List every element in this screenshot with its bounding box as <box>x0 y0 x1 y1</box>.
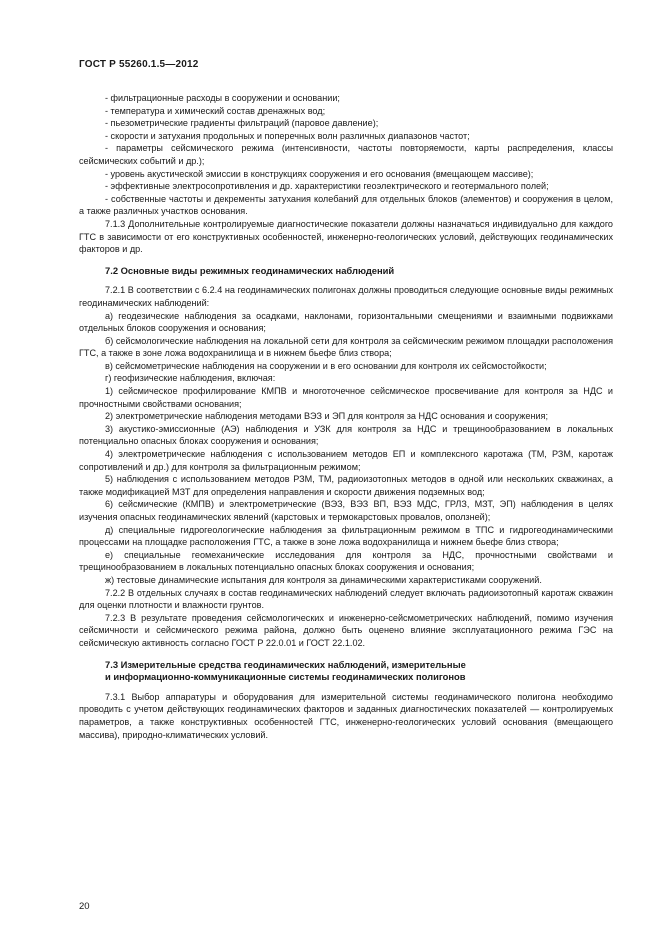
paragraph: 7.3.1 Выбор аппаратуры и оборудования для измерительной системы геодинамического полигона необходимо проводить с учетом действующих геодинамических факторов и заданных диагностических показателей — контролируемых параметров, а также конструктивных особенностей ГТС, инженерно-геологических условий основания (вмещающего массива), природно-климатических условий. <box>79 691 613 740</box>
list-item: г) геофизические наблюдения, включая: <box>105 373 276 384</box>
list-item: 6) сейсмические (КМПВ) и электрометрические (ВЭЗ, ВЭЗ ВП, ВЭЗ МДС, ГРЛЗ, МЗТ, ЭП) наблюдения в целях изучения опасных геодинамических явлений (карстовых и термокарстовых провалов, оползней); <box>79 499 613 522</box>
page-number: 20 <box>79 901 90 912</box>
list-item: е) специальные геомеханические исследования для контроля за НДС, прочностными свойствами и трещинообразованием в локальных потенциально опасных блоках сооружения и основания; <box>79 549 613 573</box>
page-content <box>79 92 613 741</box>
section-heading-7-2: 7.2 Основные виды режимных геодинамических наблюдений <box>105 264 395 276</box>
paragraph: 7.2.1 В соответствии с 6.2.4 на геодинамических полигонах должны проводиться следующие основные виды режимных геодинамических наблюдений: <box>79 285 613 308</box>
section-heading-7-3 <box>79 659 613 684</box>
list-item: - параметры сейсмического режима (интенсивности, частоты повторяемости, карты распределения, классы сейсмических событий и др.); <box>79 143 613 166</box>
list-item: 4) электрометрические наблюдения с использованием методов ЕП и комплексного каротажа (ТМ, РЗМ, каротаж сопротивлений и др.) для контроля за фильтрационным режимом; <box>79 449 613 472</box>
list-item: - пьезометрические градиенты фильтраций (паровое давление); <box>105 118 379 129</box>
list-item: б) сейсмологические наблюдения на локальной сети для контроля за сейсмическим режимом площадки расположения ГТС, а также в зоне ложа водохранилища и в нижнем бьефе близ створа; <box>79 335 613 359</box>
heading-line-1: 7.3 Измерительные средства геодинамических наблюдений, измерительные <box>105 658 466 670</box>
list-item: ж) тестовые динамические испытания для контроля за динамическими характеристиками сооружений. <box>105 574 542 585</box>
heading-line-2: и информационно-коммуникационные системы геодинамических полигонов <box>105 671 466 683</box>
list-item: - фильтрационные расходы в сооружении и основании; <box>105 93 340 103</box>
list-item: - эффективные электросопротивления и др. характеристики геоэлектрического и геотермального полей; <box>105 181 549 192</box>
list-item: - скорости и затухания продольных и поперечных волн различных диапазонов частот; <box>105 130 470 141</box>
list-item: 2) электрометрические наблюдения методами ВЭЗ и ЭП для контроля за НДС основания и сооружения; <box>105 411 548 422</box>
paragraph: 7.2.2 В отдельных случаях в состав геодинамических наблюдений следует включать радиоизотопный каротаж скважин для оценки плотности и влажности грунтов. <box>79 587 613 611</box>
standard-header: ГОСТ Р 55260.1.5—2012 <box>79 59 199 70</box>
list-item: а) геодезические наблюдения за осадками, наклонами, горизонтальными смещениями и взаимными подвижками отдельных блоков сооружения и основания; <box>79 310 613 334</box>
list-item: - температура и химический состав дренажных вод; <box>105 105 326 116</box>
list-item: в) сейсмометрические наблюдения на сооружении и в его основании для контроля их сейсмостойкости; <box>105 360 547 371</box>
list-item: д) специальные гидрогеологические наблюдения за фильтрационным режимом в ТПС и гидрогеодинамическими процессами на площадке расположения ГТС, а также в зоне ложа водохранилища и нижнем бьефе близ створа; <box>79 524 613 548</box>
list-item: 3) акустико-эмиссионные (АЭ) наблюдения и УЗК для контроля за НДС и трещинообразованием в локальных потенциально опасных блоках сооружения и основания; <box>79 423 613 447</box>
list-item: - собственные частоты и декременты затухания колебаний для отдельных блоков (элементов) и сооружения в целом, а также различных участков основания. <box>79 193 613 217</box>
list-item: 1) сейсмическое профилирование КМПВ и многоточечное сейсмическое просвечивание для контроля за НДС и прочностными свойствами основания; <box>79 386 613 409</box>
list-item: 5) наблюдения с использованием методов РЗМ, ТМ, радиоизотопных методов в одной или нескольких скважинах, а также модификацией МЗТ для определения направления и скорости движения подземных вод; <box>79 474 613 497</box>
paragraph: 7.1.3 Дополнительные контролируемые диагностические показатели должны назначаться индивидуально для каждого ГТС в зависимости от его конструктивных особенностей, инженерно-геологических условий, действующих геодинамических факторов и др. <box>79 218 613 255</box>
list-item: - уровень акустической эмиссии в конструкциях сооружения и его основания (вмещающем массиве); <box>105 168 534 179</box>
paragraph: 7.2.3 В результате проведения сейсмологических и инженерно-сейсмометрических наблюдений, помимо изучения сейсмичности и сейсмического режима района, должно быть оценено влияние эксплуатационного режима ГЭС на сейсмическую активность согласно ГОСТ Р 22.0.01 и ГОСТ 22.1.02. <box>79 612 613 648</box>
